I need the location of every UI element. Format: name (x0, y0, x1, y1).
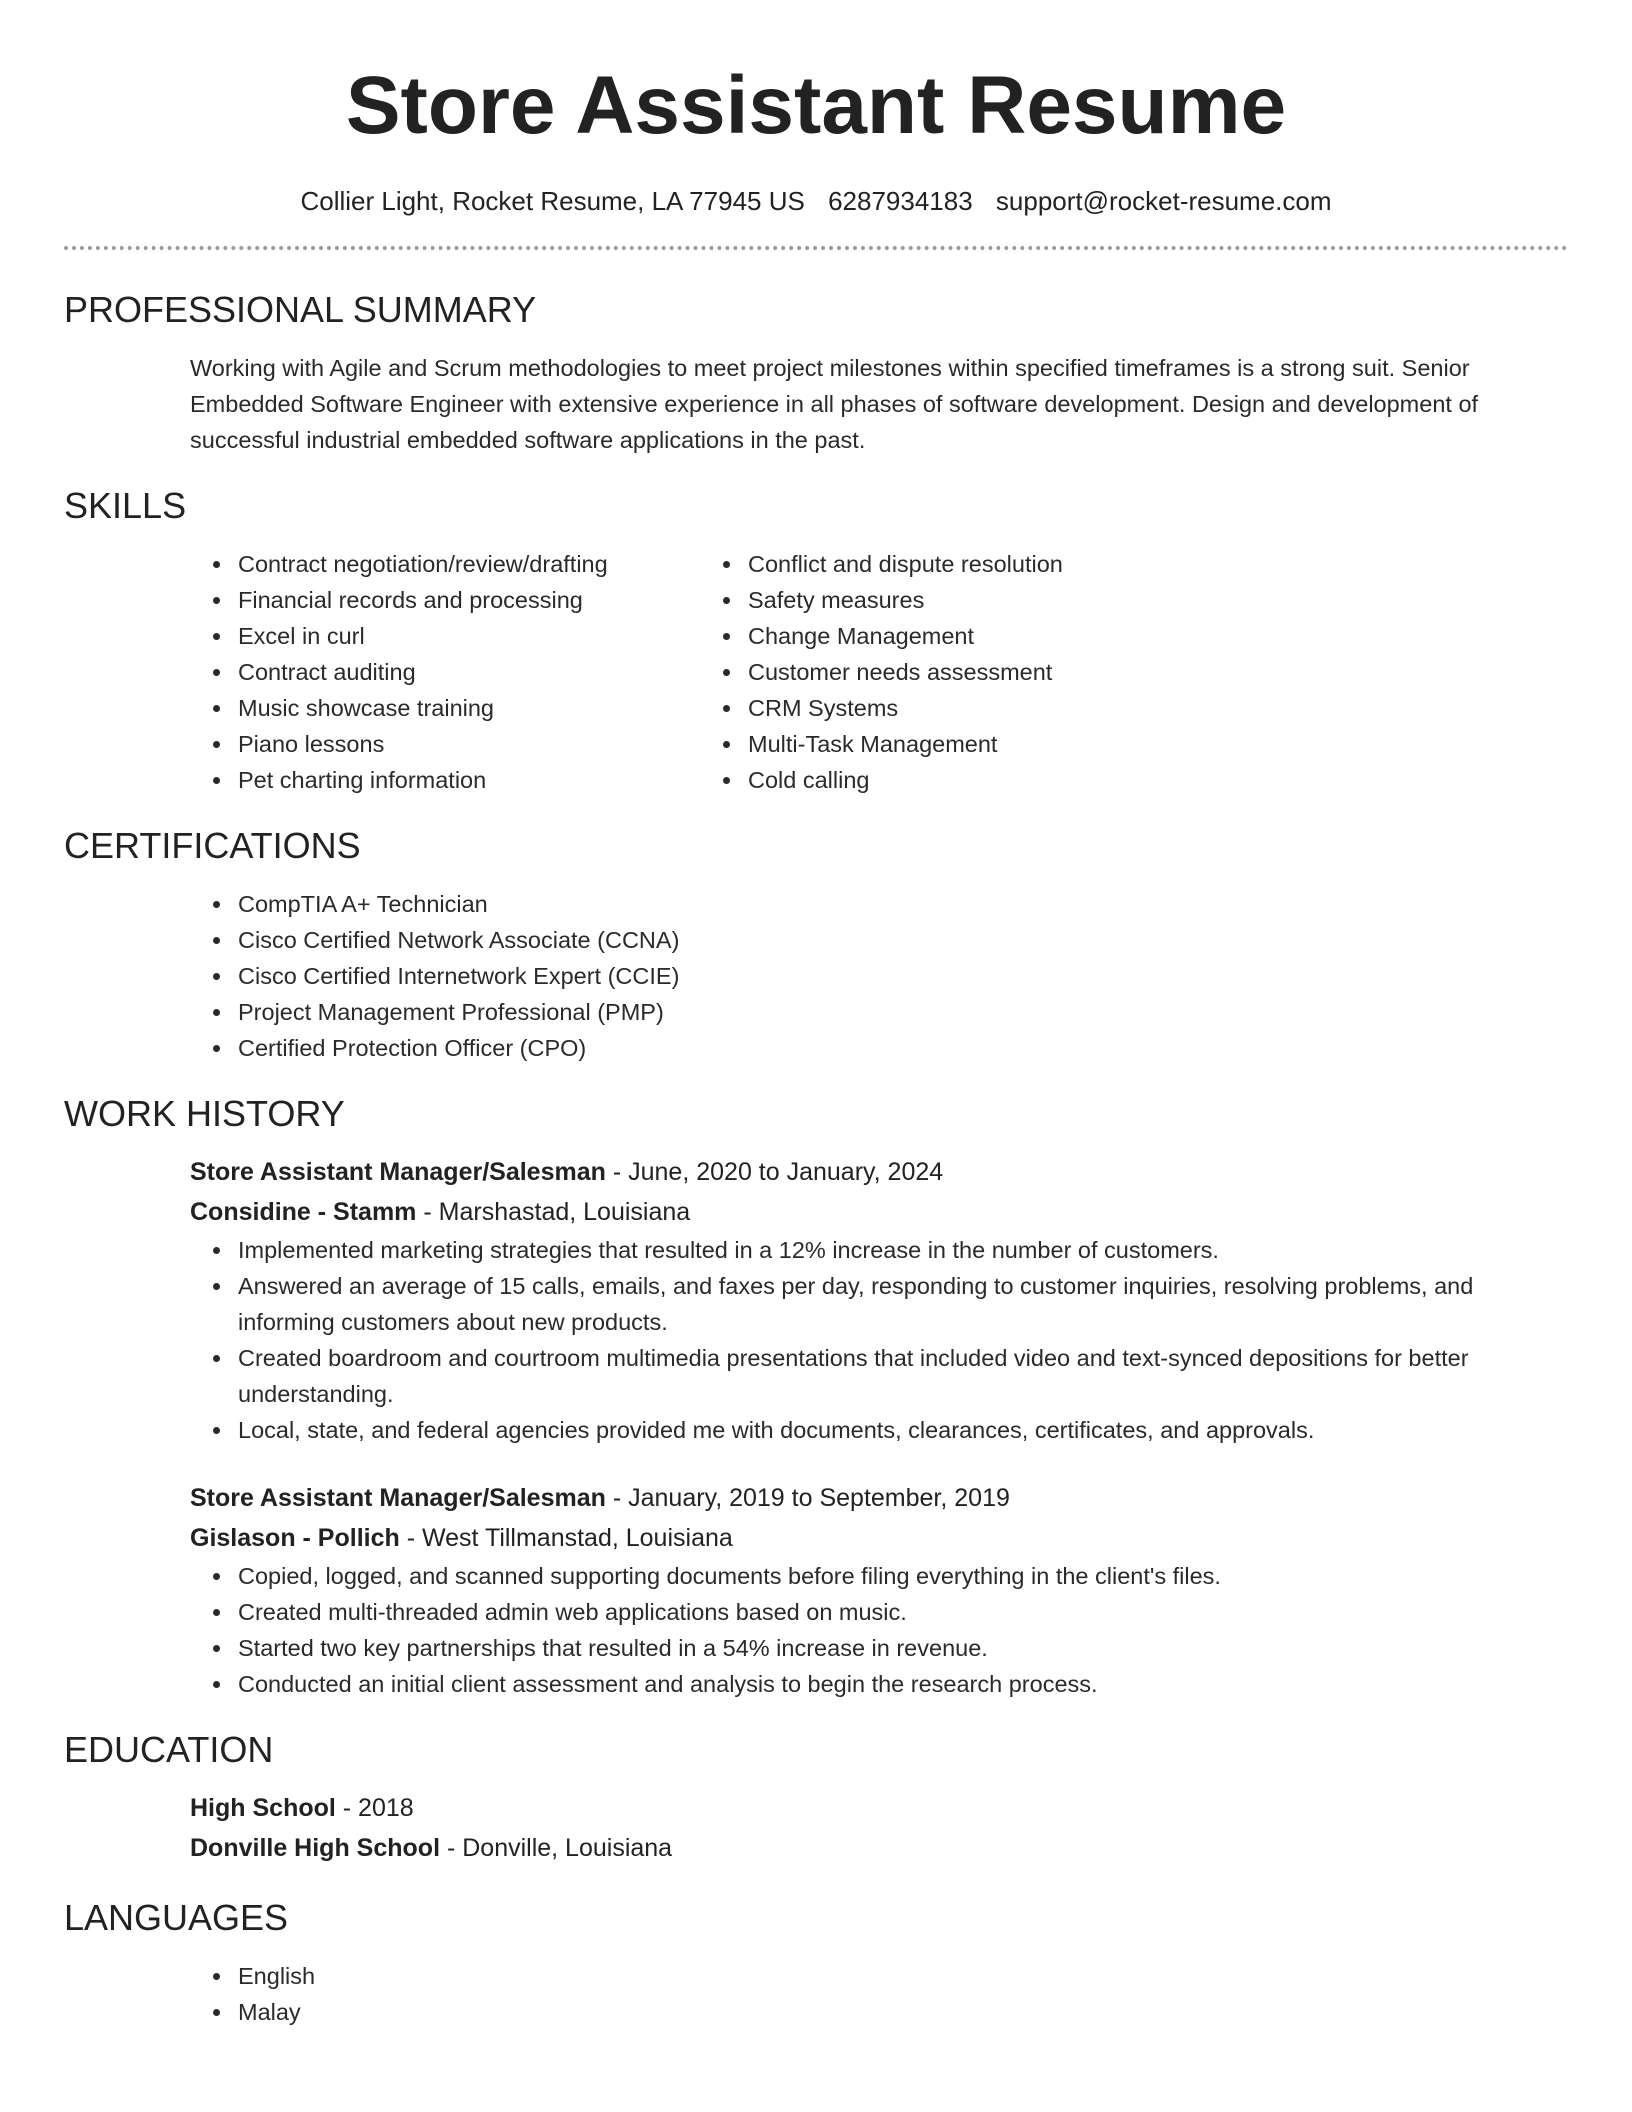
education-degree: High School (190, 1794, 336, 1822)
job-bullet: • Conducted an initial client assessment and analysis to begin the research process. (234, 1666, 1568, 1702)
job-dates: - June, 2020 to January, 2024 (605, 1158, 944, 1186)
education-year: - 2018 (335, 1794, 414, 1822)
job-role-line (190, 1478, 1568, 1518)
job-company: Gislason - Pollich (190, 1524, 400, 1552)
skill-item: • Financial records and processing (234, 582, 744, 618)
work-section (64, 1092, 1568, 1702)
contact-email: support@rocket-resume.com (995, 186, 1332, 216)
certification-item: • Cisco Certified Internetwork Expert (CCIE) (234, 958, 1568, 994)
section-title-education: EDUCATION (64, 1729, 274, 1770)
job-bullet: • Created boardroom and courtroom multimedia presentations that included video and text-synced depositions for better understanding. (234, 1340, 1568, 1412)
certification-item: • CompTIA A+ Technician (234, 886, 1568, 922)
skill-item: • Music showcase training (234, 690, 744, 726)
job-entry (64, 1152, 1568, 1448)
section-title-work: WORK HISTORY (64, 1093, 345, 1134)
resume-title: Store Assistant Resume (345, 60, 1287, 151)
education-school: Donville High School (190, 1834, 441, 1862)
section-title-certifications: CERTIFICATIONS (64, 825, 361, 866)
contact-phone: 6287934183 (828, 186, 973, 216)
job-bullets (64, 1558, 1568, 1702)
contact-line (64, 184, 1568, 218)
job-entry (64, 1478, 1568, 1702)
job-bullet: • Copied, logged, and scanned supporting documents before filing everything in the client's files. (234, 1558, 1568, 1594)
job-bullet: • Implemented marketing strategies that resulted in a 12% increase in the number of customers. (234, 1232, 1568, 1268)
summary-section (64, 288, 1568, 458)
skill-item: • Safety measures (744, 582, 1444, 618)
skill-item: • Multi-Task Management (744, 726, 1444, 762)
job-bullet: • Local, state, and federal agencies provided me with documents, clearances, certificates, and approvals. (234, 1412, 1568, 1448)
job-bullets (64, 1232, 1568, 1448)
certification-item: • Cisco Certified Network Associate (CCNA) (234, 922, 1568, 958)
certification-item: • Certified Protection Officer (CPO) (234, 1030, 1568, 1066)
skill-item: • Piano lessons (234, 726, 744, 762)
skills-section (64, 484, 1568, 798)
language-item: • Malay (234, 1994, 1568, 2030)
skill-item: • Pet charting information (234, 762, 744, 798)
skill-item: • Conflict and dispute resolution (744, 546, 1444, 582)
job-role: Store Assistant Manager/Salesman (190, 1158, 606, 1186)
languages-section (64, 1896, 1568, 2030)
section-title-skills: SKILLS (64, 485, 187, 526)
section-title-summary: PROFESSIONAL SUMMARY (64, 289, 537, 330)
certifications-list (64, 886, 1568, 1066)
education-school-line (190, 1828, 1568, 1868)
education-location: - Donville, Louisiana (440, 1834, 673, 1862)
job-location: - Marshastad, Louisiana (416, 1198, 691, 1226)
certifications-section (64, 824, 1568, 1066)
job-dates: - January, 2019 to September, 2019 (605, 1484, 1010, 1512)
job-role: Store Assistant Manager/Salesman (190, 1484, 606, 1512)
language-item: • English (234, 1958, 1568, 1994)
job-bullet: • Answered an average of 15 calls, emails, and faxes per day, responding to customer inquiries, resolving problems, and informing customers about new products. (234, 1268, 1568, 1340)
education-degree-line (190, 1788, 1568, 1828)
certification-item: • Project Management Professional (PMP) (234, 994, 1568, 1030)
job-bullet: • Created multi-threaded admin web applications based on music. (234, 1594, 1568, 1630)
skills-list-right (574, 546, 1444, 798)
section-title-languages: LANGUAGES (64, 1897, 289, 1938)
skills-columns (64, 546, 1568, 798)
job-location: - West Tillmanstad, Louisiana (399, 1524, 733, 1552)
skill-item: • Change Management (744, 618, 1444, 654)
education-section (64, 1728, 1568, 1868)
summary-text: Working with Agile and Scrum methodologies to meet project milestones within specified timeframes is a strong suit. Senior Embedded Software Engineer with extensive experience in all phases of software development. Design and development of successful industrial embedded software applications in the past. (190, 355, 1479, 453)
skill-item: • CRM Systems (744, 690, 1444, 726)
job-role-line (190, 1152, 1568, 1192)
skill-item: • Contract negotiation/review/drafting (234, 546, 744, 582)
job-company-line (190, 1192, 1568, 1232)
header-divider (64, 246, 1568, 250)
contact-address: Collier Light, Rocket Resume, LA 77945 US (300, 186, 805, 216)
job-bullet: • Started two key partnerships that resulted in a 54% increase in revenue. (234, 1630, 1568, 1666)
skill-item: • Cold calling (744, 762, 1444, 798)
languages-list (64, 1958, 1568, 2030)
job-company-line (190, 1518, 1568, 1558)
skill-item: • Contract auditing (234, 654, 744, 690)
job-company: Considine - Stamm (190, 1198, 417, 1226)
skill-item: • Customer needs assessment (744, 654, 1444, 690)
skill-item: • Excel in curl (234, 618, 744, 654)
